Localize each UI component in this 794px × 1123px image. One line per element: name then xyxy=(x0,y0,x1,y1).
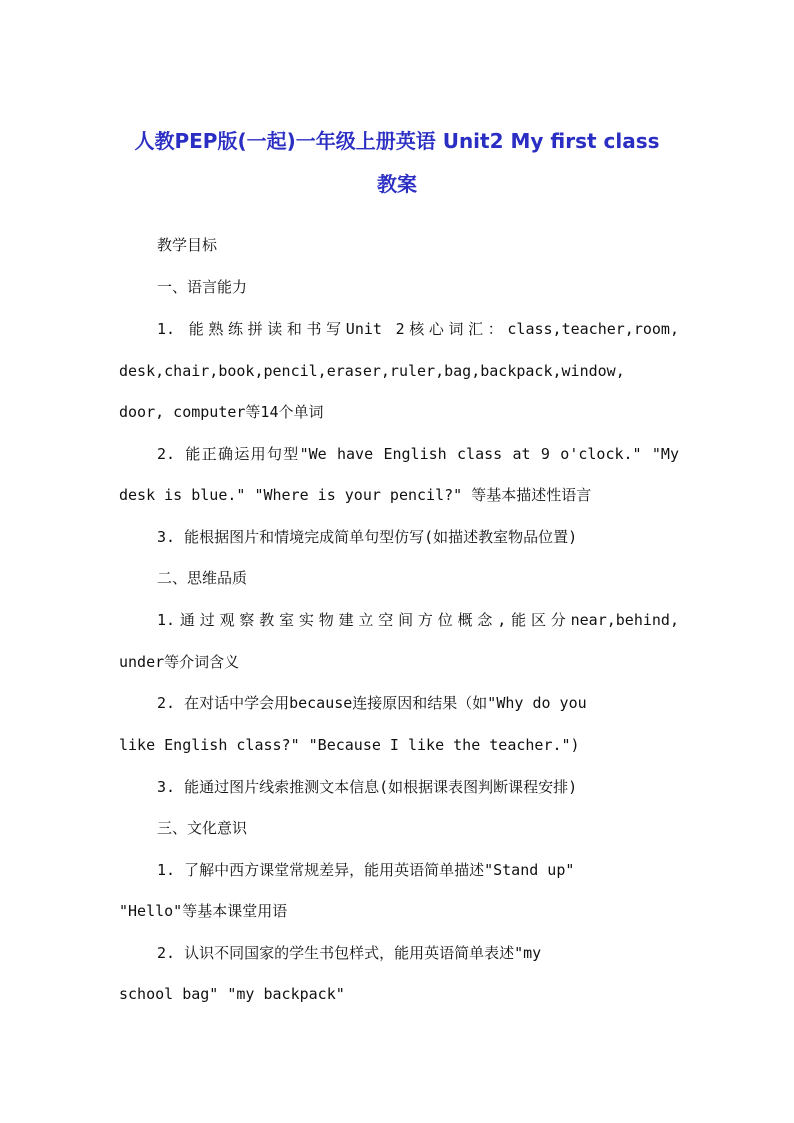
paragraph-line: 2. 在对话中学会用because连接原因和结果（如"Why do you xyxy=(157,694,587,712)
section-heading-cultural-awareness: 三、文化意识 xyxy=(157,819,248,837)
document-title: 人教PEP版(一起)一年级上册英语 Unit2 My first class xyxy=(134,129,660,153)
document-title-continued: 教案 xyxy=(377,172,417,196)
paragraph-line: under等介词含义 xyxy=(119,653,240,671)
paragraph-line: 3. 能根据图片和情境完成简单句型仿写(如描述教室物品位置) xyxy=(157,528,578,546)
section-heading-thinking-quality: 二、思维品质 xyxy=(157,569,248,587)
paragraph-line: 3. 能通过图片线索推测文本信息(如根据课表图判断课程安排) xyxy=(157,778,578,796)
paragraph-line: 2. 能正确运用句型"We have English class at 9 o'clock." "My xyxy=(157,445,679,463)
paragraph-line: 1. 能熟练拼读和书写Unit 2核心词汇：class,teacher,room, xyxy=(157,320,679,338)
paragraph-line: door, computer等14个单词 xyxy=(119,403,324,421)
section-heading-language-ability: 一、语言能力 xyxy=(157,278,248,296)
paragraph-line: school bag" "my backpack" xyxy=(119,985,345,1003)
paragraph-line: like English class?" "Because I like the teacher.") xyxy=(119,736,580,754)
paragraph-line: desk is blue." "Where is your pencil?" 等基本描述性语言 xyxy=(119,486,592,504)
paragraph-line: 2. 认识不同国家的学生书包样式，能用英语简单表述"my xyxy=(157,944,542,962)
paragraph-line: 1.通过观察教室实物建立空间方位概念,能区分near,behind, xyxy=(157,611,679,629)
paragraph-line: 1. 了解中西方课堂常规差异，能用英语简单描述"Stand up" xyxy=(157,861,575,879)
section-heading-objectives: 教学目标 xyxy=(157,236,218,254)
paragraph-line: "Hello"等基本课堂用语 xyxy=(119,902,288,920)
paragraph-line: desk,chair,book,pencil,eraser,ruler,bag,backpack,window, xyxy=(119,362,625,380)
